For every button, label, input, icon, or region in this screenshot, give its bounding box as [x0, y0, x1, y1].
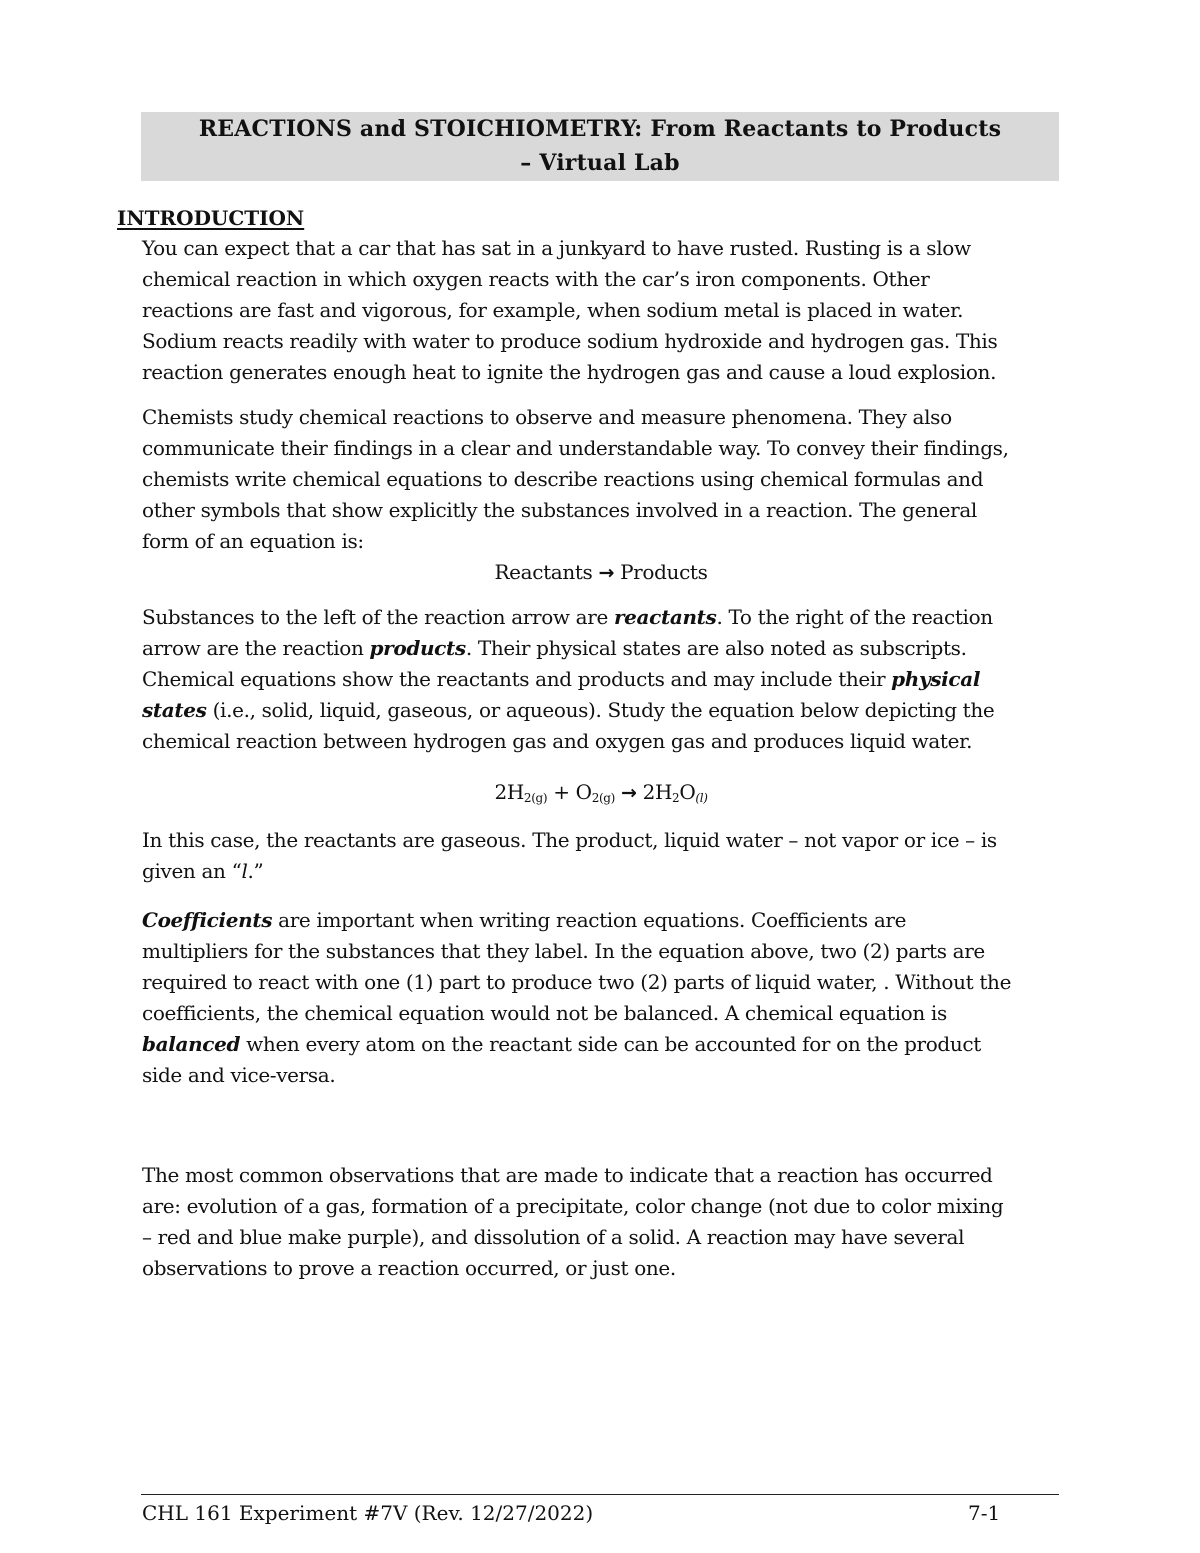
term-states: states	[142, 698, 207, 722]
term-balanced: balanced	[142, 1032, 241, 1056]
term-products: products	[369, 636, 466, 660]
text-run-italic: l	[241, 859, 248, 883]
text-line: required to react with one (1) part to produce two (2) parts of liquid water, . Without the	[142, 970, 1012, 994]
text-line	[142, 856, 1060, 887]
title-line-2: – Virtual Lab	[520, 150, 680, 176]
water-equation	[142, 777, 1060, 809]
text-line	[142, 695, 1060, 726]
term-physical: physical	[891, 667, 981, 691]
paragraph-coefficients	[142, 905, 1060, 1091]
formula-h2: 2H	[494, 780, 524, 804]
formula-h2o: 2H	[642, 780, 673, 804]
introduction-heading: INTRODUCTION	[117, 206, 305, 230]
text-line: chemists write chemical equations to describe reactions using chemical formulas and	[142, 467, 984, 491]
subscript: 2(g)	[591, 791, 615, 805]
term-reactants: reactants	[613, 605, 717, 629]
right-arrow-icon: →	[620, 782, 637, 804]
paragraph-observations	[142, 1160, 1060, 1284]
text-run: given an “	[142, 859, 242, 883]
text-line: – red and blue make purple), and dissolution of a solid. A reaction may have several	[142, 1225, 965, 1249]
document-title	[141, 112, 1059, 181]
formula-o: O	[679, 780, 696, 804]
text-line: observations to prove a reaction occurred, or just one.	[142, 1256, 676, 1280]
subscript: 2	[672, 791, 680, 805]
text-run: .”	[247, 859, 264, 883]
footer-course-label: CHL 161 Experiment #7V (Rev. 12/27/2022)	[142, 1501, 594, 1525]
text-line	[142, 1029, 1060, 1060]
general-equation	[142, 557, 1060, 589]
text-run: are important when writing reaction equations. Coefficients are	[272, 908, 907, 932]
text-line: other symbols that show explicitly the substances involved in a reaction. The general	[142, 498, 977, 522]
footer-page-number: 7-1	[968, 1501, 1001, 1525]
text-line: You can expect that a car that has sat in a junkyard to have rusted. Rusting is a slow	[142, 236, 971, 260]
text-run: when every atom on the reactant side can be accounted for on the product	[240, 1032, 981, 1056]
text-run: . To the right of the reaction	[716, 605, 993, 629]
footer-divider	[141, 1494, 1059, 1495]
title-line-1: REACTIONS and STOICHIOMETRY: From Reactants to Products	[198, 116, 1002, 142]
text-run: Chemical equations show the reactants and products and may include their	[142, 667, 892, 691]
text-line: communicate their findings in a clear and understandable way. To convey their findings,	[142, 436, 1009, 460]
text-line: reactions are fast and vigorous, for example, when sodium metal is placed in water.	[142, 298, 964, 322]
paragraph-chemical-equations	[142, 402, 1060, 589]
text-line: Sodium reacts readily with water to produce sodium hydroxide and hydrogen gas. This	[142, 329, 998, 353]
text-line: side and vice-versa.	[142, 1063, 336, 1087]
text-line	[142, 664, 1060, 695]
paragraph-reactants-products	[142, 602, 1060, 757]
formula-o2: + O	[547, 780, 592, 804]
text-run: . Their physical states are also noted as subscripts.	[465, 636, 967, 660]
text-line	[142, 905, 1060, 936]
text-line: chemical reaction in which oxygen reacts with the car’s iron components. Other	[142, 267, 930, 291]
text-line: coefficients, the chemical equation would not be balanced. A chemical equation is	[142, 1001, 947, 1025]
text-run: (i.e., solid, liquid, gaseous, or aqueous). Study the equation below depicting the	[206, 698, 995, 722]
equation-reactants: Reactants	[494, 560, 593, 584]
text-line: Chemists study chemical reactions to observe and measure phenomena. They also	[142, 405, 952, 429]
term-coefficients: Coefficients	[142, 908, 273, 932]
text-line: form of an equation is:	[142, 529, 364, 553]
equation-line	[142, 777, 1060, 809]
text-line: In this case, the reactants are gaseous. The product, liquid water – not vapor or ice – is	[142, 828, 997, 852]
subscript: 2(g)	[523, 791, 548, 805]
text-line: are: evolution of a gas, formation of a precipitate, color change (not due to color mixing	[142, 1194, 1004, 1218]
right-arrow-icon: →	[598, 562, 615, 584]
text-run: Substances to the left of the reaction arrow are	[142, 605, 614, 629]
text-line	[142, 602, 1060, 633]
text-line: multipliers for the substances that they label. In the equation above, two (2) parts are	[142, 939, 985, 963]
text-line: The most common observations that are made to indicate that a reaction has occurred	[142, 1163, 993, 1187]
text-line	[142, 633, 1060, 664]
paragraph-this-case	[142, 825, 1060, 887]
subscript: (l)	[695, 791, 708, 805]
text-line: chemical reaction between hydrogen gas and oxygen gas and produces liquid water.	[142, 729, 973, 753]
text-run: arrow are the reaction	[142, 636, 370, 660]
equation-products: Products	[620, 560, 708, 584]
paragraph-rusting	[142, 233, 1060, 388]
text-line: reaction generates enough heat to ignite the hydrogen gas and cause a loud explosion.	[142, 360, 997, 384]
